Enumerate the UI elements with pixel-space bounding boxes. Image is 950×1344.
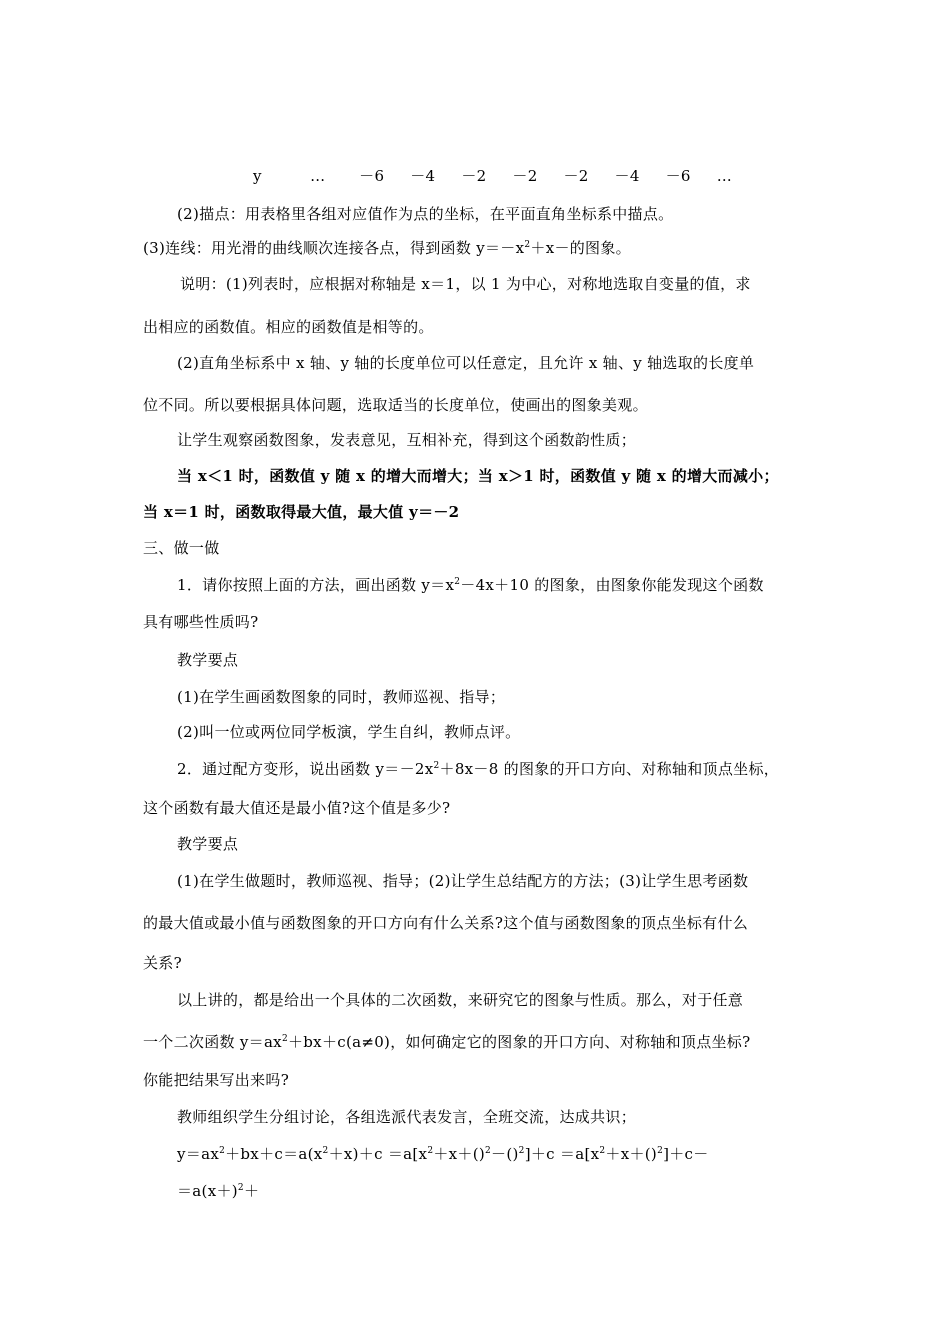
question-2-line-1: 2．通过配方变形，说出函数 $y=-2x^2+8x-8$ 的图象的开口方向、对称轴和顶点坐标， <box>177 760 780 778</box>
property-maximum: 当 x＝1 时，函数取得最大值，最大值 y＝－2 <box>143 503 460 521</box>
note-1-line-2: 出相应的函数值。相应的函数值是相等的。 <box>143 318 434 336</box>
formula-line-2: $=a(x+)^2+$ <box>177 1182 260 1200</box>
question-1-line-2: 具有哪些性质吗? <box>143 613 259 631</box>
observe-paragraph: 让学生观察函数图象，发表意见，互相补充，得到这个函数韵性质； <box>177 431 637 449</box>
table-label-y: y <box>253 167 262 185</box>
property-increasing-decreasing: 当 x＜1 时，函数值 y 随 x 的增大而增大；当 x＞1 时，函数值 y 随 x 的增大而减小； <box>177 467 779 485</box>
value-table-row <box>253 166 732 186</box>
teaching-points-heading: 教学要点 <box>177 651 239 669</box>
table-cell: －2 <box>563 167 589 185</box>
table-cell: －4 <box>410 167 436 185</box>
table-cell: －6 <box>359 167 385 185</box>
teaching-points-2-line-1: (1)在学生做题时，教师巡视、指导；(2)让学生总结配方的方法；(3)让学生思考函数 <box>177 872 749 890</box>
discussion-paragraph: 教师组织学生分组讨论，各组选派代表发言，全班交流，达成共识； <box>177 1108 637 1126</box>
question-2-line-2: 这个函数有最大值还是最小值?这个值是多少? <box>143 799 451 817</box>
note-2-line-2: 位不同。所以要根据具体问题，选取适当的长度单位，使画出的图象美观。 <box>143 396 648 414</box>
step-2-plot-points: (2)描点：用表格里各组对应值作为点的坐标，在平面直角坐标系中描点。 <box>177 205 674 223</box>
summary-line-2: 一个二次函数 $y=ax^2+bx+c(a\ne 0)$，如何确定它的图象的开口方向、对称轴和顶点坐标? <box>143 1033 751 1051</box>
teaching-point-1: (1)在学生画函数图象的同时，教师巡视、指导； <box>177 688 506 706</box>
note-1-line-1: 说明：(1)列表时，应根据对称轴是 x＝1，以 1 为中心，对称地选取自变量的值，求 <box>180 275 751 293</box>
teaching-points-2-line-2: 的最大值或最小值与函数图象的开口方向有什么关系?这个值与函数图象的顶点坐标有什么 <box>143 914 749 932</box>
note-2-line-1: (2)直角坐标系中 x 轴、y 轴的长度单位可以任意定，且允许 x 轴、y 轴选取的长度单 <box>177 354 755 372</box>
table-cell: －2 <box>461 167 487 185</box>
table-cell: －2 <box>512 167 538 185</box>
table-cell: … <box>310 167 326 185</box>
summary-line-3: 你能把结果写出来吗? <box>143 1071 290 1089</box>
teaching-points-heading-2: 教学要点 <box>177 835 239 853</box>
table-cell: －6 <box>665 167 691 185</box>
summary-line-1: 以上讲的，都是给出一个具体的二次函数，来研究它的图象与性质。那么，对于任意 <box>177 991 744 1009</box>
teaching-point-2: (2)叫一位或两位同学板演，学生自纠，教师点评。 <box>177 723 521 741</box>
section-heading-3: 三、做一做 <box>143 539 220 557</box>
teaching-points-2-line-3: 关系? <box>143 954 182 972</box>
table-cell: －4 <box>614 167 640 185</box>
table-cell: … <box>716 167 733 185</box>
step-3-connect: (3)连线：用光滑的曲线顺次连接各点，得到函数 $y=-x^2+x-$的图象。 <box>143 239 631 257</box>
formula-line-1: $y=ax^2+bx+c=a(x^2+x)+c =a[x^2+x+()^2-()^2]+c =a[x^2+x+()^2]+c-$ <box>177 1145 709 1163</box>
question-1-line-1: 1．请你按照上面的方法，画出函数 $y=x^2-4x+10$ 的图象，由图象你能发现这个函数 <box>177 576 764 594</box>
